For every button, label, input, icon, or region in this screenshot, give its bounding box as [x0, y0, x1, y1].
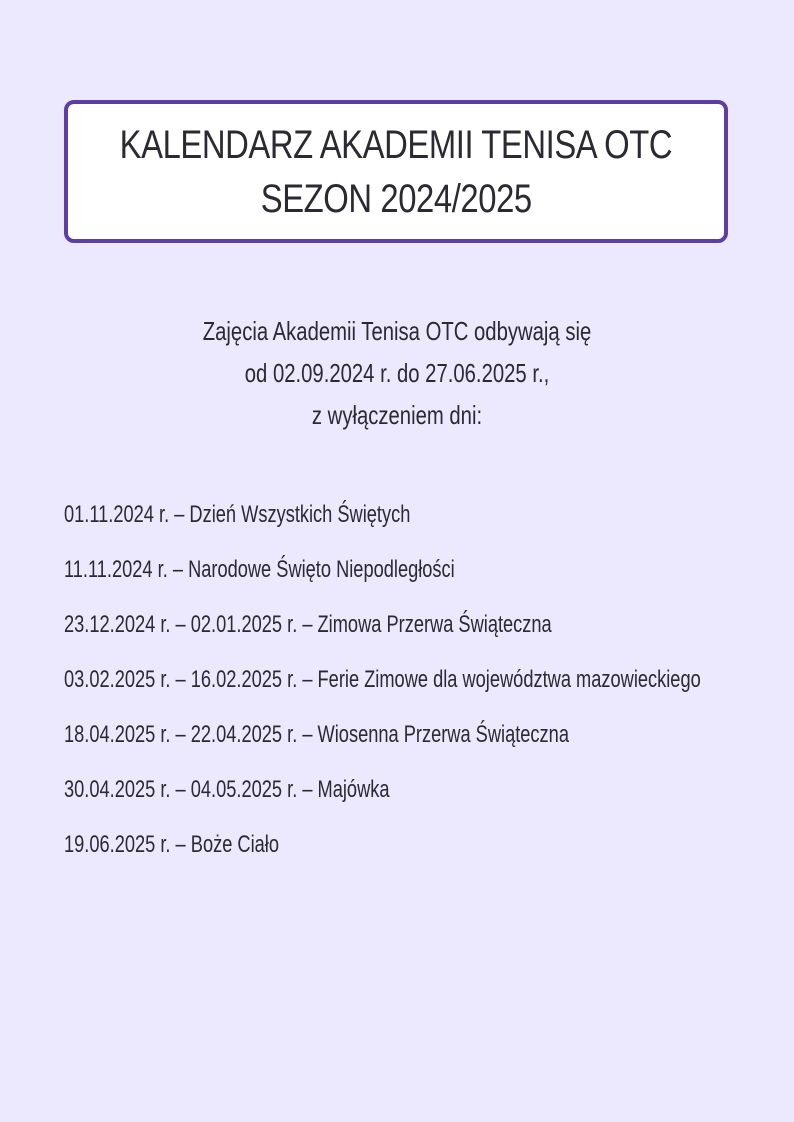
excluded-days-list — [64, 497, 764, 882]
page-title: KALENDARZ AKADEMII TENISA OTC — [119, 122, 673, 167]
intro-line-1: Zajęcia Akademii Tenisa OTC odbywają się — [202, 316, 592, 346]
season-subtitle: SEZON 2024/2025 — [260, 176, 532, 221]
excluded-day-item: 03.02.2025 r. – 16.02.2025 r. – Ferie Zimowe dla województwa mazowieckiego — [64, 666, 701, 693]
excluded-day-item: 23.12.2024 r. – 02.01.2025 r. – Zimowa Przerwa Świąteczna — [64, 611, 552, 638]
excluded-day-item: 01.11.2024 r. – Dzień Wszystkich Świętych — [64, 501, 411, 528]
intro-line-3: z wyłączeniem dni: — [311, 400, 483, 430]
excluded-day-item: 30.04.2025 r. – 04.05.2025 r. – Majówka — [64, 776, 390, 803]
excluded-day-item: 18.04.2025 r. – 22.04.2025 r. – Wiosenna Przerwa Świąteczna — [64, 721, 569, 748]
excluded-day-item: 11.11.2024 r. – Narodowe Święto Niepodległości — [64, 556, 455, 583]
title-box — [64, 100, 728, 243]
intro-line-2: od 02.09.2024 r. do 27.06.2025 r., — [244, 358, 550, 388]
excluded-day-item: 19.06.2025 r. – Boże Ciało — [64, 831, 279, 858]
intro-paragraph — [64, 310, 730, 436]
